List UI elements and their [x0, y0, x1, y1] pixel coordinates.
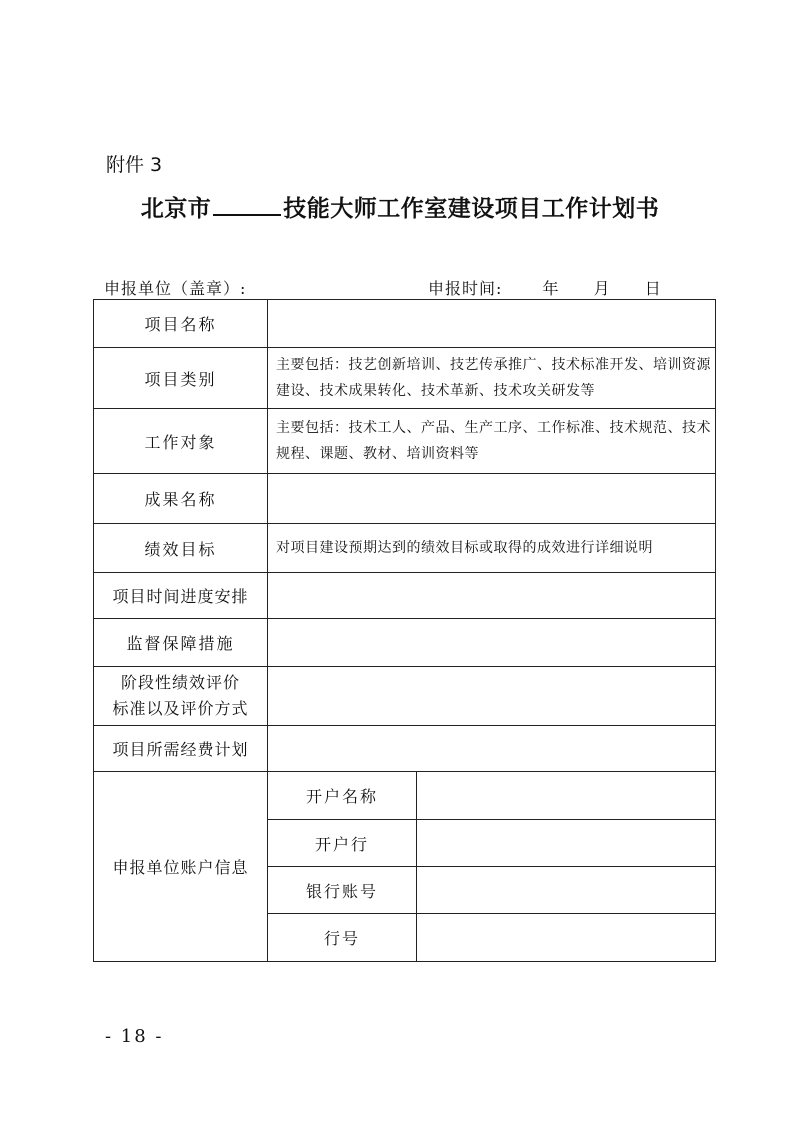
title-blank-line[interactable]	[213, 196, 281, 216]
bank-code-label: 行号	[268, 914, 417, 962]
table-row	[94, 524, 716, 573]
result-name-label: 成果名称	[94, 474, 268, 524]
performance-goal-label: 绩效目标	[94, 524, 268, 573]
applicant-seal-label: 申报单位（盖章）:	[104, 279, 247, 298]
table-row	[94, 409, 716, 474]
table-row	[94, 772, 716, 820]
date-label: 申报时间:	[428, 279, 503, 298]
plan-form-table	[93, 299, 716, 962]
date-day: 日	[644, 279, 662, 298]
application-date	[428, 276, 676, 299]
table-row	[94, 348, 716, 409]
table-row	[94, 300, 716, 348]
date-fields[interactable]	[529, 276, 676, 299]
account-name-label: 开户名称	[268, 772, 417, 820]
page-title	[0, 190, 800, 223]
account-number-label: 银行账号	[268, 867, 417, 914]
account-info-label: 申报单位账户信息	[94, 772, 268, 962]
result-name-field[interactable]	[268, 474, 716, 524]
project-category-label: 项目类别	[94, 348, 268, 409]
bank-label: 开户行	[268, 820, 417, 867]
project-name-label: 项目名称	[94, 300, 268, 348]
page-number: - 18 -	[105, 1026, 164, 1047]
bank-code-field[interactable]	[417, 914, 716, 962]
table-row	[94, 573, 716, 619]
funding-plan-field[interactable]	[268, 726, 716, 772]
evaluation-label-line2: 标准以及评价方式	[112, 699, 249, 718]
bank-field[interactable]	[417, 820, 716, 867]
funding-plan-label: 项目所需经费计划	[94, 726, 268, 772]
table-row	[94, 667, 716, 726]
evaluation-label	[94, 667, 268, 726]
table-row	[94, 726, 716, 772]
supervision-label: 监督保障措施	[94, 619, 268, 667]
schedule-field[interactable]	[268, 573, 716, 619]
performance-goal-field[interactable]: 对项目建设预期达到的绩效目标或取得的成效进行详细说明	[268, 524, 716, 573]
title-suffix: 技能大师工作室建设项目工作计划书	[283, 196, 660, 222]
account-name-field[interactable]	[417, 772, 716, 820]
account-number-field[interactable]	[417, 867, 716, 914]
evaluation-label-line1: 阶段性绩效评价	[120, 673, 240, 692]
evaluation-field[interactable]	[268, 667, 716, 726]
supervision-field[interactable]	[268, 619, 716, 667]
schedule-label: 项目时间进度安排	[94, 573, 268, 619]
project-category-field[interactable]: 主要包括：技艺创新培训、技艺传承推广、技术标准开发、培训资源建设、技术成果转化、技术革新、技术攻关研发等	[268, 348, 716, 409]
date-month: 月	[593, 279, 611, 298]
title-prefix: 北京市	[140, 196, 212, 222]
date-year: 年	[542, 279, 560, 298]
table-row	[94, 619, 716, 667]
table-row	[94, 474, 716, 524]
work-object-field[interactable]: 主要包括：技术工人、产品、生产工序、工作标准、技术规范、技术规程、课题、教材、培训资料等	[268, 409, 716, 474]
project-name-field[interactable]	[268, 300, 716, 348]
attachment-label: 附件 3	[106, 154, 163, 176]
work-object-label: 工作对象	[94, 409, 268, 474]
